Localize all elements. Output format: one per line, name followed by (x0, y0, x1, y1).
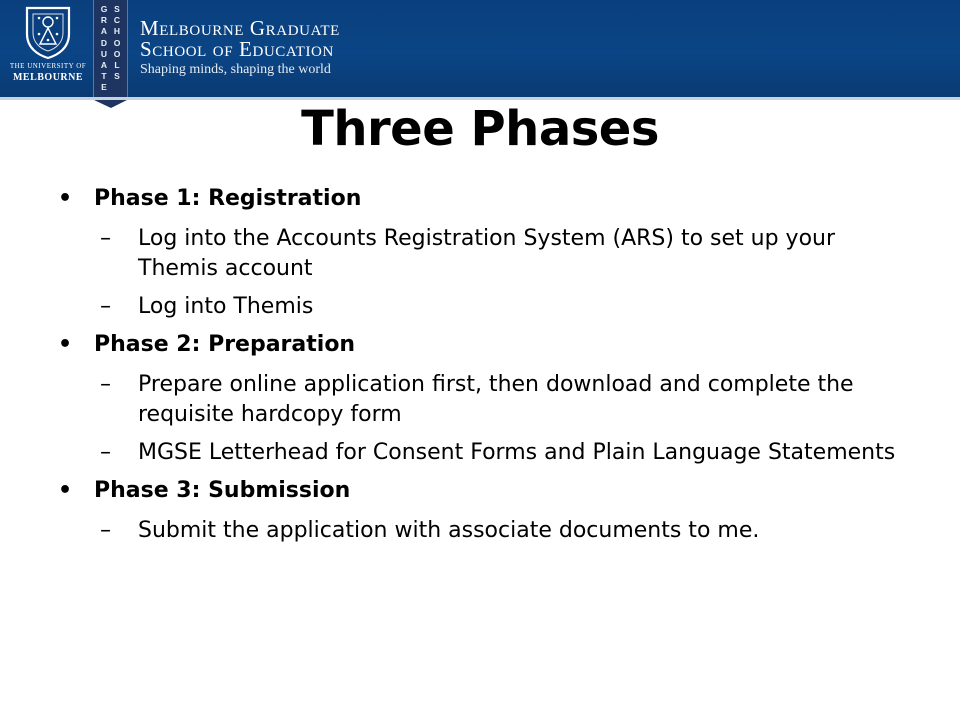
phase-1-item: – Log into the Accounts Registration System (ARS) to set up your Themis account (100, 226, 836, 281)
school-name-line1: Melbourne Graduate (140, 16, 340, 40)
ribbon-word-graduate: G R A D U A T E (100, 4, 108, 93)
slide-body (58, 184, 918, 554)
bullet-icon: • (58, 332, 73, 357)
bullet-icon: • (58, 186, 73, 211)
dash-icon: – (100, 440, 111, 465)
university-name-top: THE UNIVERSITY OF (9, 62, 87, 70)
phase-1-heading: • Phase 1: Registration (58, 184, 918, 214)
school-name-line2: School of Education (140, 37, 334, 61)
bullet-icon: • (58, 478, 73, 503)
dash-icon: – (100, 372, 111, 397)
header-divider (0, 97, 960, 100)
header-banner (0, 0, 960, 97)
slide-title: Three Phases (301, 101, 659, 157)
ribbon-word-schools: S C H O O L S (113, 4, 121, 82)
school-tagline: Shaping minds, shaping the world (140, 62, 331, 77)
university-logo (6, 0, 90, 97)
phase-2-heading: • Phase 2: Preparation (58, 330, 918, 360)
phase-3-item: – Submit the application with associate documents to me. (58, 516, 918, 546)
university-name: MELBOURNE (12, 72, 84, 83)
phase-2-item: – MGSE Letterhead for Consent Forms and Plain Language Statements (58, 438, 918, 468)
graduate-schools-ribbon (93, 0, 128, 100)
phase-2-item: – Prepare online application first, then download and complete the requisite hardcopy form (100, 372, 854, 427)
dash-icon: – (100, 294, 111, 319)
phase-3-heading: • Phase 3: Submission (58, 476, 918, 506)
dash-icon: – (100, 518, 111, 543)
phase-1-item: – Log into Themis (58, 292, 918, 322)
dash-icon: – (100, 226, 111, 251)
crest-icon (23, 4, 73, 60)
